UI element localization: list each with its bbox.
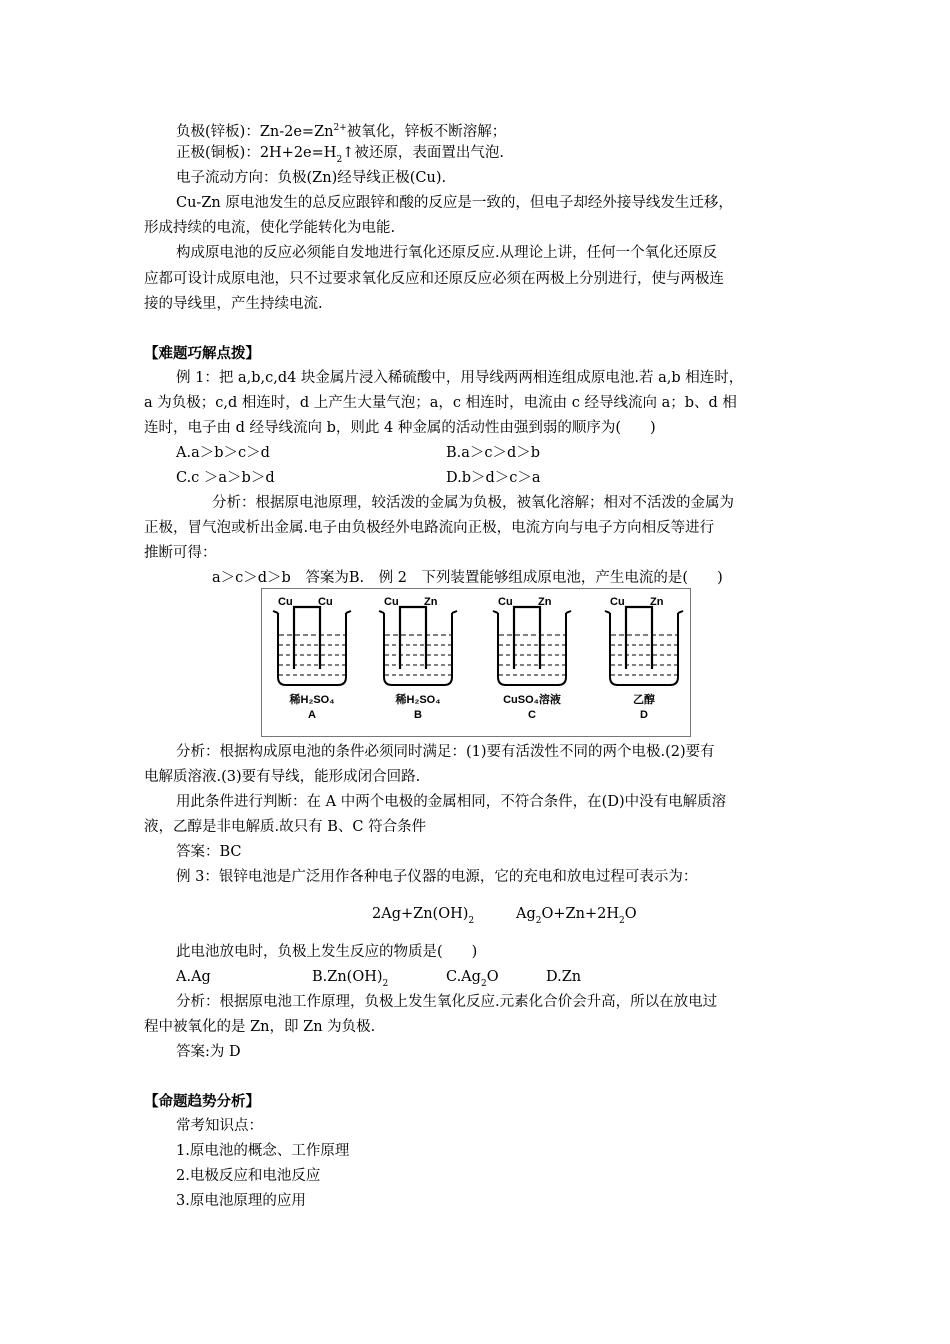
analysis2-line: 分析：根据构成原电池的条件必须同时满足：(1)要有活泼性不同的两个电极.(2)要有	[176, 744, 715, 760]
option-letter: D	[640, 709, 648, 721]
option-letter: B	[414, 709, 422, 721]
option-letter: A	[308, 709, 316, 721]
electrode-label-right: Zn	[650, 596, 664, 608]
electrode-label-left: Cu	[498, 596, 513, 608]
electrode-label-left: Cu	[384, 596, 399, 608]
analysis1-line: 分析：根据原电池原理，较活泼的金属为负极，被氧化溶解；相对不活泼的金属为	[212, 495, 734, 511]
option3-a: A.Ag	[176, 969, 211, 985]
section-heading-difficult: 【难题巧解点拨】	[144, 345, 260, 362]
paragraph-line: 应都可设计成原电池，只不过要求氧化反应和还原反应必须在两极上分别进行，使与两极连	[144, 271, 724, 287]
option3-b: $B.Zn(OH)_2$	[312, 969, 389, 989]
analysis2-line: 液，乙醇是非电解质.故只有 B、C 符合条件	[144, 819, 427, 835]
analysis3-line: 程中被氧化的是 Zn，即 Zn 为负极.	[144, 1019, 376, 1035]
list-item: 2.电极反应和电池反应	[176, 1168, 321, 1184]
option3-d: D.Zn	[546, 969, 582, 985]
positive-electrode-line: 正极(铜板)：$2H+2e=H_2↑$被还原，表面置出气泡.	[176, 145, 504, 165]
analysis2-line: 用此条件进行判断：在 A 中两个电极的金属相同，不符合条件，在(D)中没有电解质溶	[176, 794, 727, 810]
example1-line: a 为负极；c,d 相连时，d 上产生大量气泡；a，c 相连时，电流由 c 经导线流向 a；b、d 相	[144, 395, 737, 411]
beakers-figure	[261, 588, 691, 737]
beaker-c	[493, 596, 571, 721]
electrode-label-right: Zn	[424, 596, 438, 608]
analysis2-line: 电解质溶液.(3)要有导线，能形成闭合回路.	[144, 769, 421, 785]
section-heading-trend: 【命题趋势分析】	[144, 1093, 260, 1110]
answer1-example2-line: a＞c＞d＞b 答案为B. 例 2 下列装置能够组成原电池，产生电流的是( )	[212, 570, 723, 586]
electrode-label-right: Zn	[538, 596, 552, 608]
paragraph-line: 接的导线里，产生持续电流.	[144, 296, 323, 312]
solution-label: 乙醇	[633, 694, 655, 706]
beaker-a	[273, 596, 351, 721]
analysis1-line: 正极，冒气泡或析出金属.电子由负极经外电路流向正极，电流方向与电子方向相反等进行	[144, 520, 715, 536]
solution-label: 稀H₂SO₄	[289, 694, 335, 706]
option3-c: $C.Ag_2O$	[446, 969, 499, 989]
option-a: A.a＞b＞c＞d	[176, 445, 270, 461]
equation-left: $2Ag+Zn(OH)_2$	[372, 906, 475, 926]
solution-label: 稀H₂SO₄	[395, 694, 441, 706]
electrodes-wire	[400, 607, 426, 669]
beaker-outline	[610, 613, 678, 685]
beaker-outline	[384, 613, 452, 685]
electrodes-wire	[294, 607, 320, 669]
answer2-line: 答案：BC	[176, 844, 242, 860]
analysis3-line: 分析：根据原电池工作原理，负极上发生氧化反应.元素化合价会升高，所以在放电过	[176, 994, 718, 1010]
example1-line: 例 1：把 a,b,c,d4 块金属片浸入稀硫酸中，用导线两两相连组成原电池.若 a,b 相连时，	[176, 370, 744, 386]
electrode-label-left: Cu	[278, 596, 293, 608]
negative-electrode-line: 负极(锌板)：$Zn-2e=Zn^{2+}$被氧化，锌板不断溶解；	[176, 123, 507, 140]
equation-right: $Ag_2O+Zn+2H_2O$	[516, 906, 637, 926]
electrodes-wire	[514, 607, 540, 669]
paragraph-line: 形成持续的电流，使化学能转化为电能.	[144, 220, 396, 236]
beaker-d	[605, 596, 683, 721]
option-letter: C	[528, 709, 536, 721]
electrode-label-right: Cu	[318, 596, 333, 608]
analysis1-line: 推断可得：	[144, 545, 217, 561]
solution-label: CuSO₄溶液	[503, 694, 561, 706]
list-item: 3.原电池原理的应用	[176, 1193, 306, 1209]
option-c: C.c ＞a＞b＞d	[176, 470, 275, 486]
beaker-outline	[278, 613, 346, 685]
option-b: B.a＞c＞d＞b	[446, 445, 541, 461]
electron-flow-line: 电子流动方向：负极(Zn)经导线正极(Cu).	[176, 170, 447, 186]
beaker-outline	[498, 613, 566, 685]
electrode-label-left: Cu	[610, 596, 625, 608]
list-item: 1.原电池的概念、工作原理	[176, 1143, 350, 1159]
example1-line: 连时，电子由 d 经导线流向 b，则此 4 种金属的活动性由强到弱的顺序为( )	[144, 420, 656, 436]
knowledge-lead: 常考知识点：	[176, 1118, 263, 1134]
paragraph-line: 构成原电池的反应必须能自发地进行氧化还原反应.从理论上讲，任何一个氧化还原反	[176, 245, 718, 261]
example3-line: 例 3：银锌电池是广泛用作各种电子仪器的电源，它的充电和放电过程可表示为：	[176, 869, 698, 885]
option-d: D.b＞d＞c＞a	[446, 470, 541, 486]
answer3-line: 答案:为 D	[176, 1044, 241, 1060]
paragraph-line: Cu-Zn 原电池发生的总反应跟锌和酸的反应是一致的，但电子却经外接导线发生迁移，	[176, 195, 733, 211]
question3-line: 此电池放电时，负极上发生反应的物质是( )	[176, 944, 478, 960]
electrodes-wire	[626, 607, 652, 669]
beaker-b	[379, 596, 457, 721]
